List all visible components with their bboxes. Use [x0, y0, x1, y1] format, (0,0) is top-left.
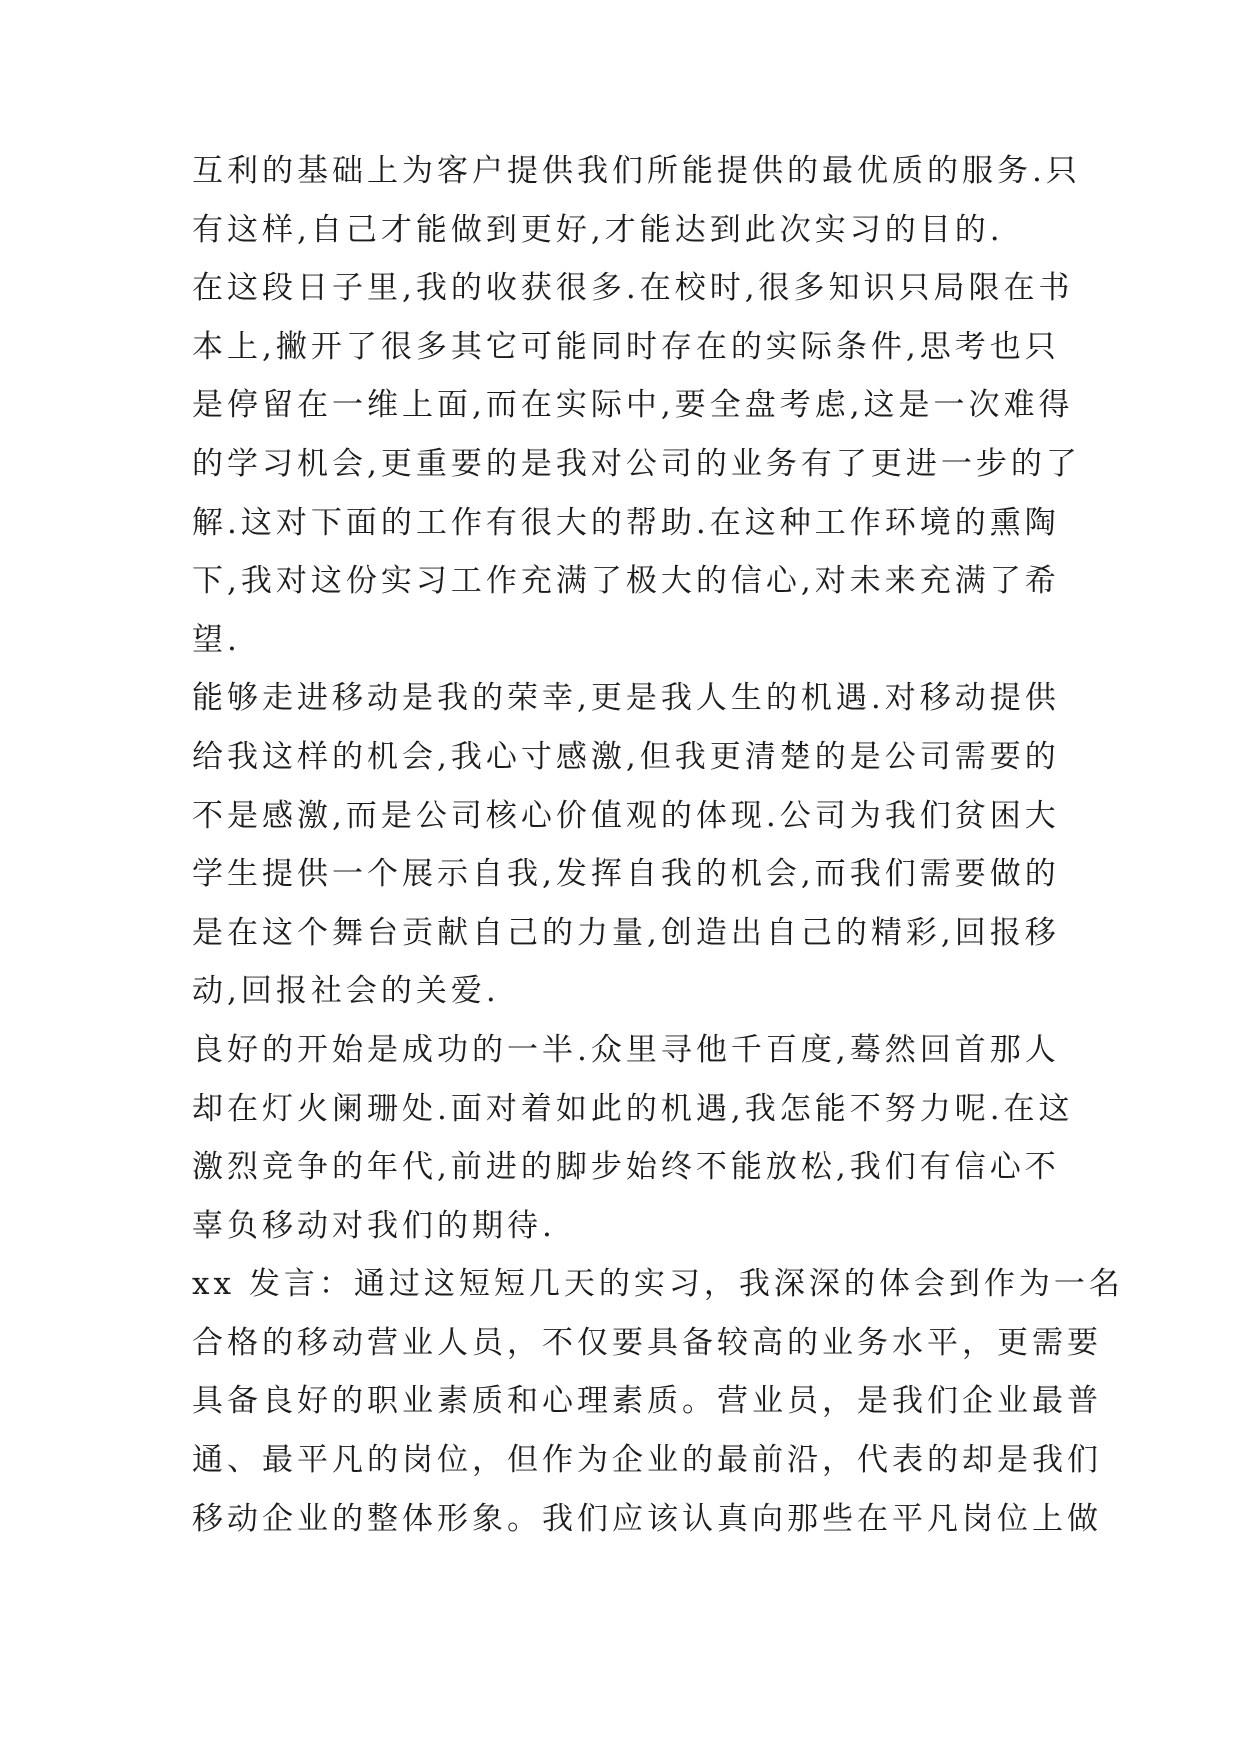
text-line: 却在灯火阑珊处.面对着如此的机遇,我怎能不努力呢.在这 [192, 1090, 1074, 1127]
text-line: 具备良好的职业素质和心理素质。营业员，是我们企业最普 [192, 1383, 1102, 1420]
text-line: 解.这对下面的工作有很大的帮助.在这种工作环境的熏陶 [192, 504, 1060, 541]
text-line: 在这段日子里,我的收获很多.在校时,很多知识只局限在书 [192, 270, 1074, 307]
text-line: 下,我对这份实习工作充满了极大的信心,对未来充满了希 [192, 563, 1060, 600]
text-line: 望. [192, 621, 241, 658]
text-line: 不是感激,而是公司核心价值观的体现.公司为我们贫困大 [192, 797, 1060, 834]
text-line: 激烈竞争的年代,前进的脚步始终不能放松,我们有信心不 [192, 1149, 1060, 1186]
text-line: 辜负移动对我们的期待. [192, 1207, 556, 1244]
text-line: 合格的移动营业人员，不仅要具备较高的业务水平，更需要 [192, 1324, 1102, 1361]
text-line: 移动企业的整体形象。我们应该认真向那些在平凡岗位上做 [192, 1500, 1102, 1537]
text-line: 动,回报社会的关爱. [192, 973, 500, 1010]
text-line: 通、最平凡的岗位，但作为企业的最前沿，代表的却是我们 [192, 1442, 1102, 1479]
document-body [192, 142, 1124, 1548]
text-line: 良好的开始是成功的一半.众里寻他千百度,蓦然回首那人 [192, 1031, 1060, 1068]
text-line: 能够走进移动是我的荣幸,更是我人生的机遇.对移动提供 [192, 680, 1060, 717]
text-line: 学生提供一个展示自我,发挥自我的机会,而我们需要做的 [192, 856, 1060, 893]
text-line: xx 发言：通过这短短几天的实习，我深深的体会到作为一名 [192, 1266, 1124, 1303]
text-line: 是停留在一维上面,而在实际中,要全盘考虑,这是一次难得 [192, 387, 1074, 424]
text-line: 是在这个舞台贡献自己的力量,创造出自己的精彩,回报移 [192, 914, 1060, 951]
text-line: 给我这样的机会,我心寸感激,但我更清楚的是公司需要的 [192, 738, 1060, 775]
text-line: 有这样,自己才能做到更好,才能达到此次实习的目的. [192, 211, 1004, 248]
text-line: 的学习机会,更重要的是我对公司的业务有了更进一步的了 [192, 445, 1081, 482]
text-line: 本上,撇开了很多其它可能同时存在的实际条件,思考也只 [192, 328, 1060, 365]
text-line: 互利的基础上为客户提供我们所能提供的最优质的服务.只 [192, 153, 1081, 189]
